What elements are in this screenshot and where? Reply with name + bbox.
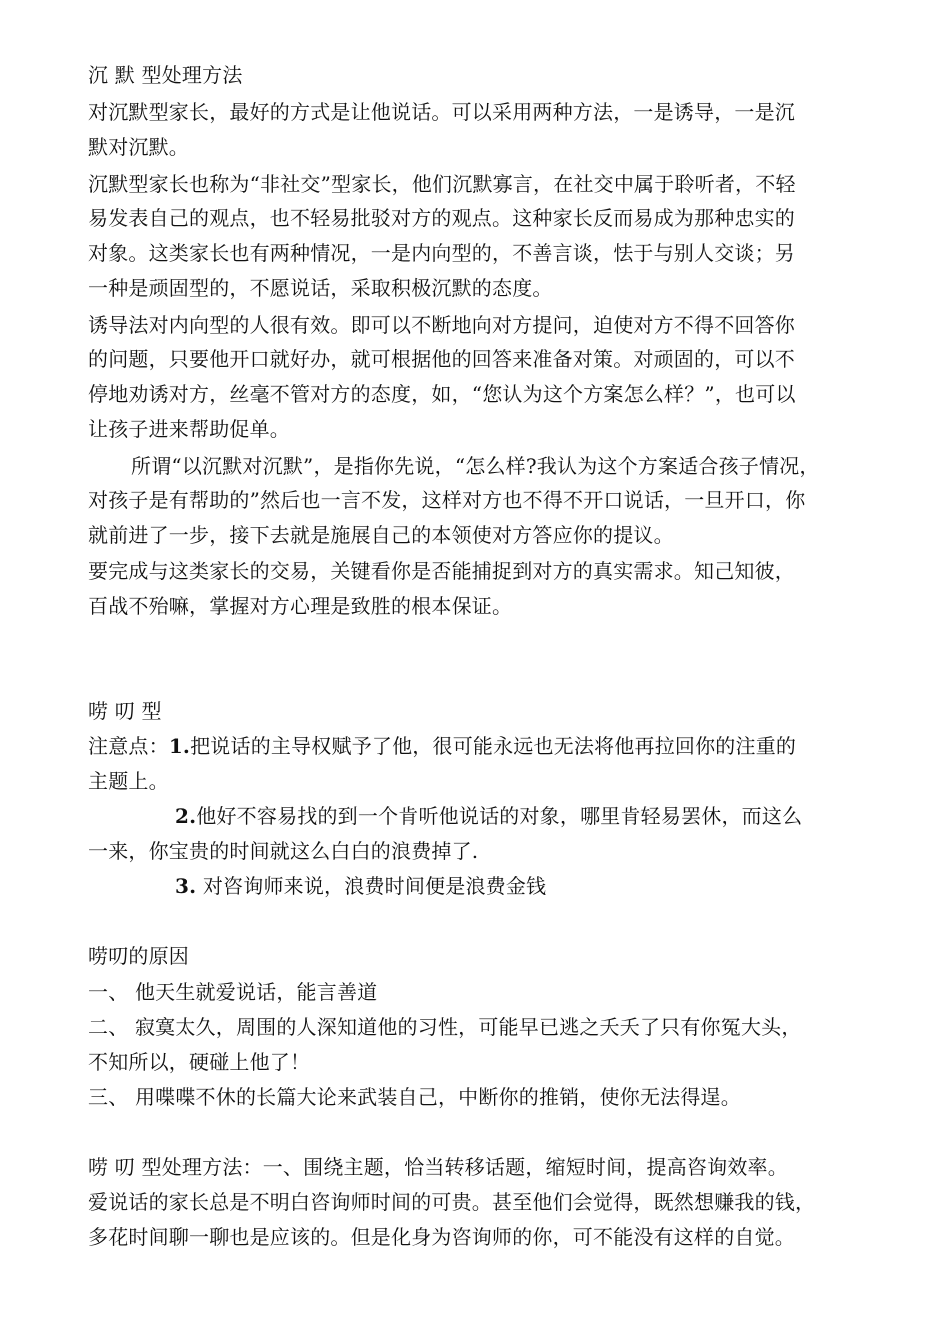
note-label: 注意点： [88, 734, 169, 758]
paragraph-line: 多花时间聊一聊也是应该的。但是化身为咨询师的你，可不能没有这样的自觉。 [88, 1225, 795, 1249]
paragraph-line: 百战不殆嘛，掌握对方心理是致胜的根本保证。 [88, 594, 513, 618]
list-item-continuation: 不知所以，硬碰上他了！ [88, 1050, 311, 1074]
note-line-3 [175, 873, 546, 899]
paragraph-line: 所谓“以沉默对沉默”，是指你先说，“怎么样?我认为这个方案适合孩子情况， [131, 454, 820, 478]
paragraph-line: 默对沉默。 [88, 135, 189, 159]
note-text: 对咨询师来说，浪费时间便是浪费金钱 [196, 874, 547, 898]
section-title-handling: 唠 叨 型处理方法：一、围绕主题，恰当转移话题，缩短时间，提高咨询效率。 [88, 1155, 788, 1179]
note-number: 1. [168, 734, 191, 758]
note-line: 一来，你宝贵的时间就这么白白的浪费掉了. [88, 839, 479, 863]
list-item: 二、 寂寞太久，周围的人深知道他的习性，可能早已逃之夭夭了只有你冤大头， [88, 1015, 802, 1039]
paragraph-line: 对沉默型家长，最好的方式是让他说话。可以采用两种方法，一是诱导，一是沉 [88, 100, 795, 124]
paragraph-line: 易发表自己的观点，也不轻易批驳对方的观点。这种家长反而易成为那种忠实的 [88, 206, 795, 230]
paragraph-line: 沉默型家长也称为“非社交”型家长，他们沉默寡言，在社交中属于聆听者，不轻 [88, 172, 796, 196]
note-number: 3. [175, 874, 197, 898]
paragraph-line: 就前进了一步，接下去就是施展自己的本领使对方答应你的提议。 [88, 523, 674, 547]
note-line-1 [88, 733, 796, 759]
paragraph-line: 对象。这类家长也有两种情况，一是内向型的，不善言谈，怯于与别人交谈；另 [88, 241, 795, 265]
note-text: 他好不容易找的到一个肯听他说话的对象，哪里肯轻易罢休，而这么 [196, 804, 803, 828]
paragraph-line: 要完成与这类家长的交易，关键看你是否能捕捉到对方的真实需求。知己知彼， [88, 559, 795, 583]
note-text: 把说话的主导权赋予了他，很可能永远也无法将他再拉回你的注重的 [190, 734, 797, 758]
paragraph-line: 对孩子是有帮助的”然后也一言不发，这样对方也不得不开口说话，一旦开口，你 [88, 488, 806, 512]
note-number: 2. [175, 804, 197, 828]
section-title-reasons: 唠叨的原因 [88, 944, 189, 968]
section-title-silent: 沉 默 型处理方法 [88, 63, 243, 87]
section-title-talkative: 唠 叨 型 [88, 699, 162, 723]
paragraph-line: 的问题，只要他开口就好办，就可根据他的回答来准备对策。对顽固的，可以不 [88, 347, 795, 371]
list-item: 三、 用喋喋不休的长篇大论来武装自己，中断你的推销，使你无法得逞。 [88, 1085, 741, 1109]
paragraph-line: 停地劝诱对方，丝毫不管对方的态度，如，“您认为这个方案怎么样？”，也可以 [88, 382, 796, 406]
paragraph-line: 让孩子进来帮助促单。 [88, 417, 290, 441]
paragraph-line: 诱导法对内向型的人很有效。即可以不断地向对方提问，迫使对方不得不回答你 [88, 313, 795, 337]
paragraph-line: 爱说话的家长总是不明白咨询师时间的可贵。甚至他们会觉得，既然想赚我的钱， [88, 1190, 816, 1214]
list-item: 一、 他天生就爱说话，能言善道 [88, 980, 378, 1004]
note-line-2 [175, 803, 802, 829]
paragraph-line: 一种是顽固型的，不愿说话，采取积极沉默的态度。 [88, 276, 553, 300]
note-line: 主题上。 [88, 769, 169, 793]
